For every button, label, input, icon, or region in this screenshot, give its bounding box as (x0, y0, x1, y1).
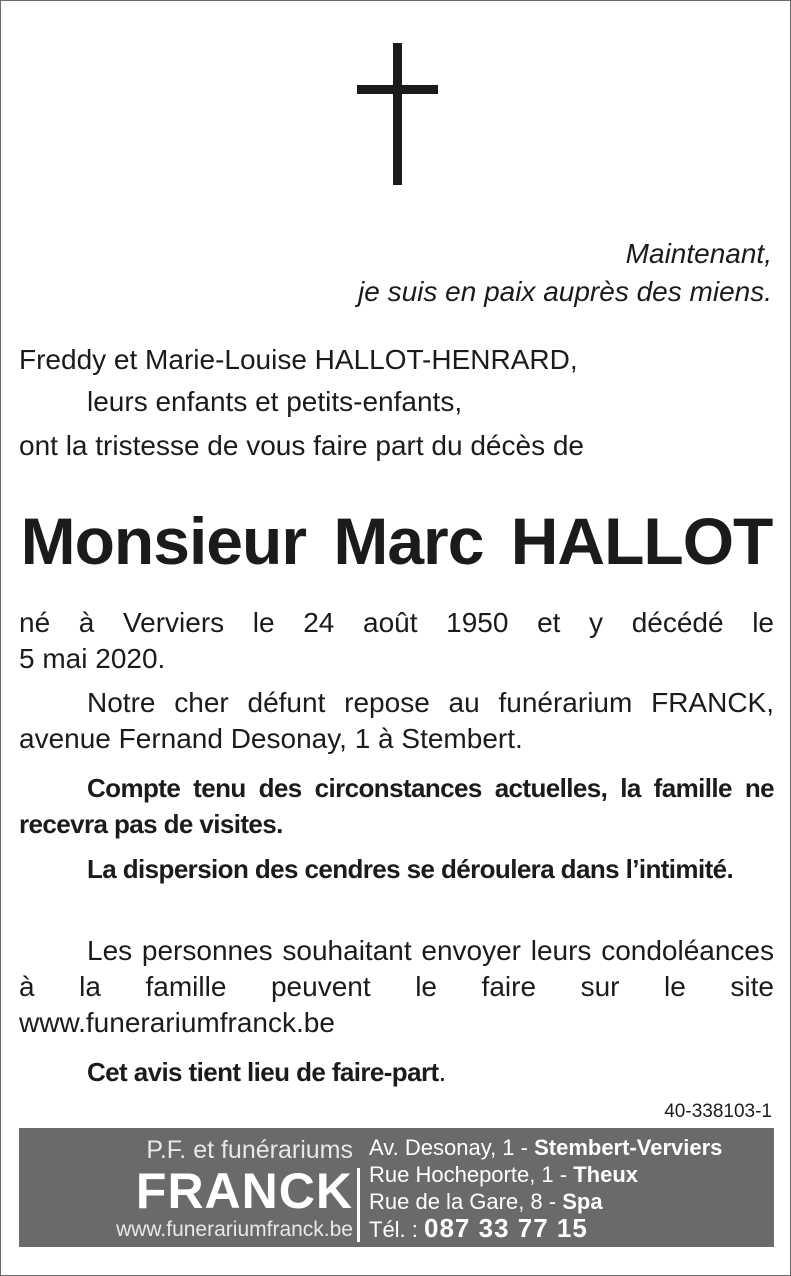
address-3-city: Spa (562, 1189, 603, 1214)
notice-reference: 40-338103-1 (664, 1101, 772, 1122)
funeral-home-website: www.funerariumfranck.be (116, 1218, 353, 1241)
telephone-label: Tél. : (369, 1217, 425, 1242)
funeral-home-brand: FRANCK (135, 1163, 353, 1219)
family-line-1: Freddy et Marie-Louise HALLOT-HENRARD, (19, 344, 578, 375)
funeral-home-banner (19, 1128, 774, 1247)
birth-death-paragraph (19, 605, 774, 677)
epigraph (358, 235, 772, 311)
condolences-paragraph: Les personnes souhaitant envoyer leurs condoléances à la famille peuvent le faire sur le site www.funerariumfranck.be (19, 935, 774, 1038)
closing-paragraph (19, 1054, 774, 1090)
telephone (369, 1215, 769, 1243)
dispersion-paragraph: La dispersion des cendres se déroulera dans l’intimité. (87, 854, 734, 884)
telephone-number: 087 33 77 15 (424, 1213, 588, 1243)
address-1 (369, 1134, 769, 1161)
family-line-3: ont la tristesse de vous faire part du décès de (19, 430, 584, 461)
funeral-home-label: P.F. et funérariums (146, 1136, 353, 1164)
family-line-2: leurs enfants et petits-enfants, (87, 386, 463, 417)
repose-paragraph: Notre cher défunt repose au funérarium FRANCK, avenue Fernand Desonay, 1 à Stembert. (19, 687, 774, 754)
cross-icon (357, 43, 438, 185)
address-2 (369, 1161, 769, 1188)
address-3-street: Rue de la Gare, 8 - (369, 1189, 563, 1214)
address-1-city: Stembert-Verviers (534, 1135, 723, 1160)
epigraph-line-2: je suis en paix auprès des miens. (358, 276, 772, 307)
birth-death-line-2: 5 mai 2020. (19, 643, 166, 674)
address-2-city: Theux (573, 1162, 639, 1187)
address-2-street: Rue Hocheporte, 1 - (369, 1162, 574, 1187)
closing-text: Cet avis tient lieu de faire-part (87, 1057, 439, 1087)
deceased-name: Monsieur Marc HALLOT (20, 504, 773, 578)
birth-death-line-1: né à Verviers le 24 août 1950 et y décédé le (19, 607, 774, 638)
banner-divider (357, 1168, 360, 1242)
funeral-home-addresses (369, 1134, 769, 1243)
closing-dot: . (438, 1056, 447, 1087)
epigraph-line-1: Maintenant, (625, 238, 772, 269)
address-1-street: Av. Desonay, 1 - (369, 1135, 535, 1160)
address-3 (369, 1188, 769, 1215)
visits-paragraph: Compte tenu des circonstances actuelles, la famille ne recevra pas de visites. (19, 773, 774, 839)
